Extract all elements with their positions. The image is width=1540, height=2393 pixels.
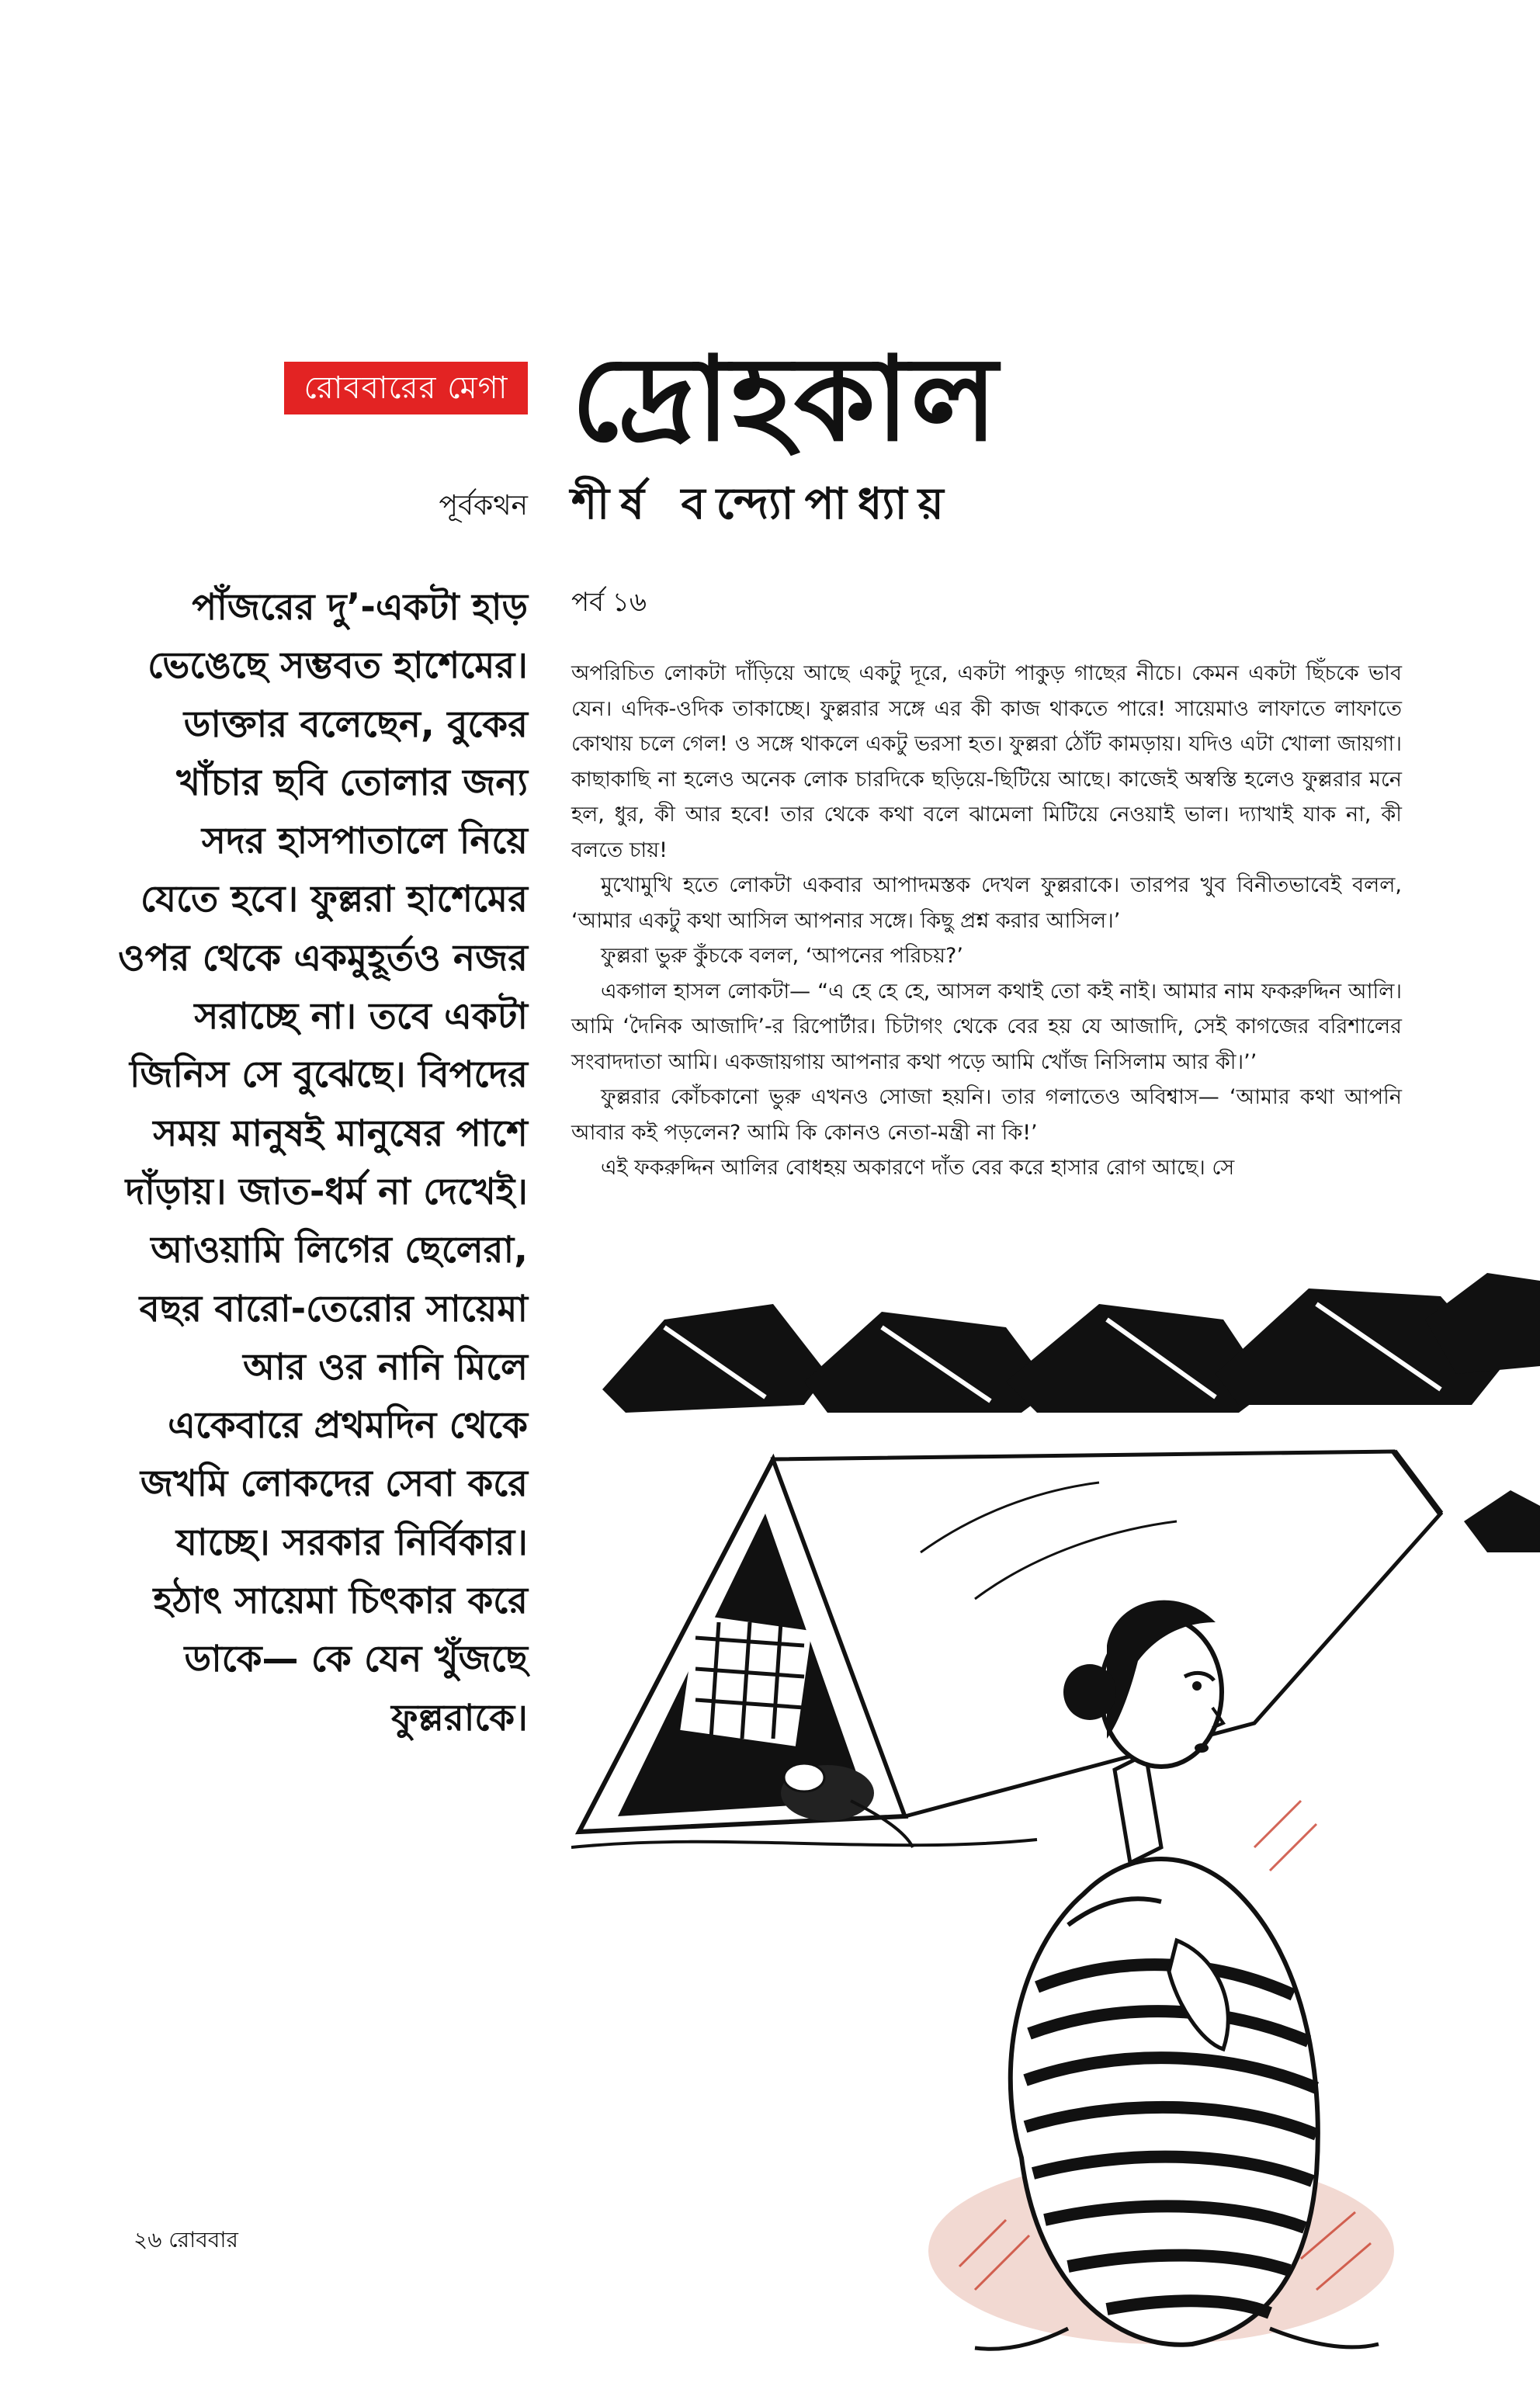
body-paragraph: মুখোমুখি হতে লোকটা একবার আপাদমস্তক দেখল ফুল্লরাকে। তারপর খুব বিনীতভাবেই বলল, ‘আমার একটু কথা আসিল আপনার সঙ্গে। কিছু প্রশ্ন করার আসিল।’	[571, 873, 1402, 933]
story-title: দ্রোহকাল	[571, 332, 1000, 467]
author-name: শীর্ষ বন্দ্যোপাধ্যায়	[571, 479, 955, 529]
series-tag: রোববারের মেগা	[284, 362, 528, 414]
background-tents	[602, 1273, 1540, 1413]
main-tent	[579, 1451, 1540, 1832]
body-paragraph: ফুল্লরার কোঁচকানো ভুরু এখনও সোজা হয়নি। তার গলাতেও অবিশ্বাস— ‘আমার কথা আপনি আবার কই পড়লেন? আমি কি কোনও নেতা-মন্ত্রী না কি!’	[571, 1085, 1402, 1145]
episode-number: পর্ব ১৬	[571, 587, 647, 618]
ground-line	[571, 1840, 1037, 1847]
previously-label: পূর্বকথন	[439, 490, 528, 522]
story-illustration	[571, 1257, 1540, 2375]
previously-summary: পাঁজরের দু’-একটা হাড় ভেঙেছে সম্ভবত হাশেমের। ডাক্তার বলেছেন, বুকের খাঁচার ছবি তোলার জন্য সদর হাসপাতালে নিয়ে যেতে হবে। ফুল্লরা হাশেমের ওপর থেকে একমুহূর্তও নজর সরাচ্ছে না। তবে একটা জিনিস সে বুঝেছে। বিপদের সময় মানুষই মানুষের পাশে দাঁড়ায়। জাত-ধর্ম না দেখেই। আওয়ামি লিগের ছেলেরা, বছর বারো-তেরোর সায়েমা আর ওর নানি মিলে একেবারে প্রথমদিন থেকে জখমি লোকদের সেবা করে যাচ্ছে। সরকার নির্বিকার। হঠাৎ সায়েমা চিৎকার করে ডাকে— কে যেন খুঁজছে ফুল্লরাকে।	[118, 586, 528, 1739]
body-paragraph: এই ফকরুদ্দিন আলির বোধহয় অকারণে দাঁত বের করে হাসার রোগ আছে। সে	[601, 1156, 1235, 1180]
illustration-drawing	[571, 1257, 1540, 2375]
page-folio: ২৬ রোববার	[134, 2227, 238, 2253]
body-paragraph: একগাল হাসল লোকটা— “এ হে হে হে, আসল কথাই তো কই নাই। আমার নাম ফকরুদ্দিন আলি। আমি ‘দৈনিক আজাদি’-র রিপোর্টার। চিটাগং থেকে বের হয় যে আজাদি, সেই কাগজের বরিশালের সংবাদদাতা আমি। একজায়গায় আপনার কথা পড়ে আমি খোঁজ নিসিলাম আর কী।’’	[571, 979, 1402, 1074]
body-paragraph: ফুল্লরা ভুরু কুঁচকে বলল, ‘আপনের পরিচয়?’	[601, 944, 963, 968]
body-paragraph: অপরিচিত লোকটা দাঁড়িয়ে আছে একটু দূরে, একটা পাকুড় গাছের নীচে। কেমন একটা ছিঁচকে ভাব যেন। এদিক-ওদিক তাকাচ্ছে। ফুল্লরার সঙ্গে এর কী কাজ থাকতে পারে! সায়েমাও লাফাতে লাফাতে কোথায় চলে গেল! ও সঙ্গে থাকলে একটু ভরসা হত। ফুল্লরা ঠোঁট কামড়ায়। যদিও এটা খোলা জায়গা। কাছাকাছি না হলেও অনেক লোক চারদিকে ছড়িয়ে-ছিটিয়ে আছে। কাজেই অস্বস্তি হলেও ফুল্লরার মনে হল, ধুর, কী আর হবে! তার থেকে কথা বলে ঝামেলা মিটিয়ে নেওয়াই ভাল। দ্যাখাই যাক না, কী বলতে চায়!	[571, 661, 1402, 862]
story-body	[571, 656, 1402, 1186]
